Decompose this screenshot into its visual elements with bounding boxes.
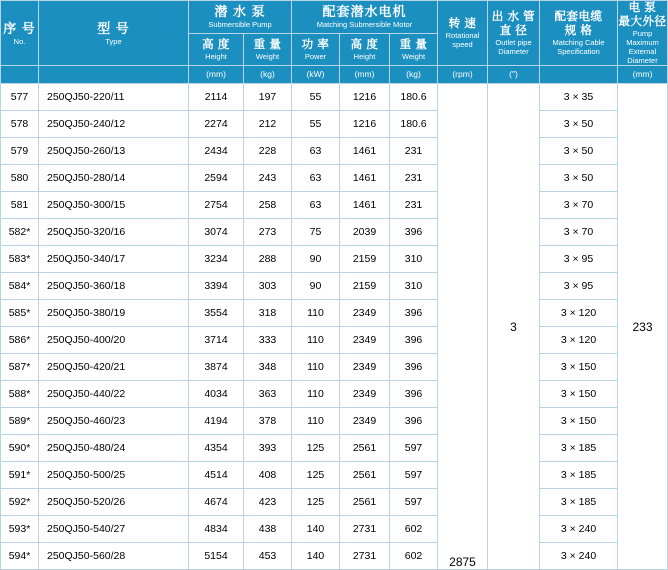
cell-motor-weight: 396 [390, 408, 438, 435]
cell-motor-power: 63 [292, 138, 340, 165]
cell-motor-power: 110 [292, 354, 340, 381]
cell-pump-weight: 258 [244, 192, 292, 219]
cell-pump-weight: 408 [244, 462, 292, 489]
table-row [1, 327, 668, 354]
cell-motor-weight: 396 [390, 327, 438, 354]
cell-pump-height: 4194 [189, 408, 244, 435]
cell-cable-spec: 3 × 150 [540, 381, 618, 408]
cell-pump-height: 3394 [189, 273, 244, 300]
header-col-outlet-cn-2: 直 径 [499, 25, 528, 37]
cell-motor-weight: 180.6 [390, 111, 438, 138]
header-col-no [1, 1, 39, 66]
cell-motor-weight: 396 [390, 381, 438, 408]
cell-no: 580 [1, 165, 39, 192]
unit-motor-weight-text: (kg) [406, 69, 421, 79]
header-group-pump-en: Submersible Pump [208, 20, 272, 30]
cell-cable-spec: 3 × 35 [540, 84, 618, 111]
cell-motor-power: 125 [292, 435, 340, 462]
cell-motor-height: 1461 [340, 138, 390, 165]
cell-pump-weight: 393 [244, 435, 292, 462]
header-col-cable [540, 1, 618, 66]
unit-motor-weight [390, 66, 438, 84]
cell-motor-power: 55 [292, 111, 340, 138]
header-motor-height-en: Height [353, 51, 376, 61]
cell-no: 581 [1, 192, 39, 219]
table-row [1, 543, 668, 570]
table-row [1, 381, 668, 408]
header-col-type [39, 1, 189, 66]
unit-motor-power-text: (kW) [306, 69, 325, 79]
cell-rotational-speed: 2875 [438, 84, 488, 570]
header-motor-height-cn: 高 度 [350, 38, 379, 51]
cell-pump-weight: 243 [244, 165, 292, 192]
cell-motor-power: 75 [292, 219, 340, 246]
cell-external-diameter: 233 [618, 84, 668, 570]
cell-motor-power: 90 [292, 246, 340, 273]
cell-motor-weight: 231 [390, 192, 438, 219]
cell-pump-weight: 348 [244, 354, 292, 381]
cell-pump-height: 4034 [189, 381, 244, 408]
cell-pump-weight: 453 [244, 543, 292, 570]
unit-col-cable [540, 66, 618, 84]
cell-type: 250QJ50-500/25 [39, 462, 189, 489]
cell-motor-weight: 180.6 [390, 84, 438, 111]
cell-motor-height: 2159 [340, 246, 390, 273]
unit-col-outlet-text: (") [509, 69, 518, 79]
cell-motor-power: 55 [292, 84, 340, 111]
header-col-extdia-cn-2: 最大外径 [618, 16, 667, 28]
header-col-cable-cn-2: 规 格 [564, 25, 593, 37]
unit-col-extdia [618, 66, 668, 84]
header-col-extdia-cn-1: 电 泵 [628, 2, 657, 14]
cell-type: 250QJ50-420/21 [39, 354, 189, 381]
cell-no: 587* [1, 354, 39, 381]
table-row [1, 462, 668, 489]
table-row [1, 354, 668, 381]
cell-motor-height: 2349 [340, 408, 390, 435]
header-pump-height-cn: 高 度 [202, 38, 230, 51]
cell-motor-height: 1461 [340, 192, 390, 219]
unit-col-speed [438, 66, 488, 84]
header-motor-power-en: Power [304, 51, 327, 61]
cell-cable-spec: 3 × 240 [540, 543, 618, 570]
cell-no: 578 [1, 111, 39, 138]
cell-pump-height: 3874 [189, 354, 244, 381]
cell-no: 579 [1, 138, 39, 165]
cell-type: 250QJ50-460/23 [39, 408, 189, 435]
cell-motor-height: 1216 [340, 84, 390, 111]
cell-type: 250QJ50-380/19 [39, 300, 189, 327]
header-pump-height-en: Height [205, 51, 227, 61]
table-row [1, 489, 668, 516]
table-row [1, 165, 668, 192]
cell-pump-height: 3714 [189, 327, 244, 354]
header-motor-weight-cn: 重 量 [399, 38, 428, 51]
header-group-pump [189, 1, 292, 34]
cell-motor-power: 110 [292, 300, 340, 327]
cell-pump-height: 4354 [189, 435, 244, 462]
cell-motor-height: 2731 [340, 543, 390, 570]
cell-cable-spec: 3 × 185 [540, 462, 618, 489]
cell-cable-spec: 3 × 70 [540, 219, 618, 246]
cell-motor-weight: 602 [390, 516, 438, 543]
cell-motor-power: 110 [292, 327, 340, 354]
table-row [1, 273, 668, 300]
cell-no: 591* [1, 462, 39, 489]
cell-no: 590* [1, 435, 39, 462]
cell-pump-weight: 303 [244, 273, 292, 300]
cell-pump-height: 4674 [189, 489, 244, 516]
cell-motor-weight: 602 [390, 543, 438, 570]
table-row [1, 138, 668, 165]
header-col-outlet-cn-1: 出 水 管 [491, 11, 536, 23]
cell-motor-weight: 396 [390, 354, 438, 381]
header-pump-weight-en: Weight [255, 51, 280, 61]
cell-motor-weight: 396 [390, 219, 438, 246]
unit-col-type [39, 66, 189, 84]
cell-motor-power: 140 [292, 516, 340, 543]
cell-type: 250QJ50-240/12 [39, 111, 189, 138]
header-col-no-cn: 序 号 [3, 20, 36, 36]
header-motor-power-cn: 功 率 [301, 38, 330, 51]
cell-pump-weight: 273 [244, 219, 292, 246]
unit-pump-weight [244, 66, 292, 84]
cell-pump-weight: 228 [244, 138, 292, 165]
header-col-type-en: Type [105, 36, 122, 46]
header-group-motor [292, 1, 438, 34]
cell-no: 577 [1, 84, 39, 111]
cell-no: 592* [1, 489, 39, 516]
header-pump-height [189, 33, 244, 66]
header-col-speed [438, 1, 488, 66]
cell-motor-power: 140 [292, 543, 340, 570]
cell-motor-power: 63 [292, 192, 340, 219]
cell-no: 593* [1, 516, 39, 543]
cell-motor-weight: 231 [390, 138, 438, 165]
header-col-cable-en: Matching Cable Specification [552, 38, 605, 56]
header-col-no-en: No. [13, 36, 26, 46]
cell-outlet-diameter: 3 [488, 84, 540, 570]
header-col-extdia-en: Pump Maximum External Diameter [626, 29, 659, 65]
cell-pump-height: 2114 [189, 84, 244, 111]
table-row [1, 111, 668, 138]
cell-pump-weight: 197 [244, 84, 292, 111]
cell-pump-height: 2594 [189, 165, 244, 192]
header-row-units [1, 66, 668, 84]
cell-pump-weight: 212 [244, 111, 292, 138]
header-motor-height [340, 33, 390, 66]
cell-cable-spec: 3 × 50 [540, 165, 618, 192]
header-group-motor-en: Matching Submersible Motor [316, 20, 413, 30]
cell-pump-height: 5154 [189, 543, 244, 570]
cell-pump-height: 4834 [189, 516, 244, 543]
cell-cable-spec: 3 × 240 [540, 516, 618, 543]
header-pump-weight-cn: 重 量 [253, 38, 282, 51]
header-col-type-cn: 型 号 [97, 20, 130, 36]
cell-pump-height: 3234 [189, 246, 244, 273]
cell-no: 585* [1, 300, 39, 327]
cell-type: 250QJ50-480/24 [39, 435, 189, 462]
cell-pump-height: 2274 [189, 111, 244, 138]
cell-type: 250QJ50-320/16 [39, 219, 189, 246]
header-col-outlet [488, 1, 540, 66]
cell-type: 250QJ50-360/18 [39, 273, 189, 300]
unit-pump-height-text: (mm) [206, 69, 226, 79]
unit-col-speed-text: (rpm) [452, 69, 473, 79]
cell-motor-weight: 597 [390, 462, 438, 489]
table-row [1, 84, 668, 111]
table-body [1, 84, 668, 570]
cell-pump-weight: 288 [244, 246, 292, 273]
cell-type: 250QJ50-540/27 [39, 516, 189, 543]
cell-pump-height: 3554 [189, 300, 244, 327]
cell-motor-weight: 396 [390, 300, 438, 327]
cell-motor-power: 110 [292, 408, 340, 435]
cell-type: 250QJ50-300/15 [39, 192, 189, 219]
header-col-outlet-en: Outlet pipe Diameter [495, 38, 532, 56]
cell-no: 589* [1, 408, 39, 435]
cell-cable-spec: 3 × 95 [540, 246, 618, 273]
cell-type: 250QJ50-260/13 [39, 138, 189, 165]
table-row [1, 219, 668, 246]
cell-motor-power: 125 [292, 462, 340, 489]
cell-no: 594* [1, 543, 39, 570]
cell-no: 586* [1, 327, 39, 354]
cell-motor-height: 2349 [340, 327, 390, 354]
cell-motor-weight: 597 [390, 489, 438, 516]
table-row [1, 246, 668, 273]
table-row [1, 192, 668, 219]
cell-type: 250QJ50-560/28 [39, 543, 189, 570]
unit-pump-height [189, 66, 244, 84]
header-group-pump-cn: 潜 水 泵 [214, 4, 266, 20]
header-group-motor-cn: 配套潜水电机 [322, 4, 407, 20]
cell-pump-weight: 363 [244, 381, 292, 408]
cell-motor-weight: 310 [390, 246, 438, 273]
cell-motor-power: 125 [292, 489, 340, 516]
cell-motor-height: 2561 [340, 462, 390, 489]
header-pump-weight [244, 33, 292, 66]
cell-motor-power: 110 [292, 381, 340, 408]
cell-cable-spec: 3 × 185 [540, 489, 618, 516]
unit-motor-power [292, 66, 340, 84]
unit-col-no [1, 66, 39, 84]
cell-cable-spec: 3 × 70 [540, 192, 618, 219]
unit-motor-height-text: (mm) [354, 69, 375, 79]
cell-pump-weight: 378 [244, 408, 292, 435]
cell-motor-height: 2731 [340, 516, 390, 543]
table-header [1, 1, 668, 84]
table-row [1, 516, 668, 543]
cell-pump-weight: 438 [244, 516, 292, 543]
cell-motor-power: 90 [292, 273, 340, 300]
cell-type: 250QJ50-400/20 [39, 327, 189, 354]
cell-motor-height: 1216 [340, 111, 390, 138]
cell-motor-height: 1461 [340, 165, 390, 192]
table-row [1, 300, 668, 327]
header-motor-power [292, 33, 340, 66]
cell-motor-height: 2349 [340, 300, 390, 327]
cell-pump-weight: 318 [244, 300, 292, 327]
cell-cable-spec: 3 × 95 [540, 273, 618, 300]
cell-motor-height: 2561 [340, 489, 390, 516]
header-col-speed-cn: 转 速 [448, 18, 477, 30]
header-col-speed-en: Rotational speed [445, 31, 480, 49]
cell-cable-spec: 3 × 120 [540, 327, 618, 354]
cell-motor-weight: 597 [390, 435, 438, 462]
table-row [1, 435, 668, 462]
cell-cable-spec: 3 × 50 [540, 138, 618, 165]
cell-cable-spec: 3 × 150 [540, 354, 618, 381]
cell-pump-weight: 333 [244, 327, 292, 354]
unit-motor-height [340, 66, 390, 84]
cell-type: 250QJ50-340/17 [39, 246, 189, 273]
cell-no: 583* [1, 246, 39, 273]
cell-pump-weight: 423 [244, 489, 292, 516]
cell-motor-height: 2039 [340, 219, 390, 246]
cell-no: 584* [1, 273, 39, 300]
cell-motor-height: 2349 [340, 381, 390, 408]
cell-type: 250QJ50-520/26 [39, 489, 189, 516]
unit-col-outlet [488, 66, 540, 84]
cell-no: 588* [1, 381, 39, 408]
cell-motor-height: 2159 [340, 273, 390, 300]
cell-motor-power: 63 [292, 165, 340, 192]
cell-motor-height: 2561 [340, 435, 390, 462]
cell-cable-spec: 3 × 150 [540, 408, 618, 435]
cell-pump-height: 4514 [189, 462, 244, 489]
table-row [1, 408, 668, 435]
cell-motor-weight: 310 [390, 273, 438, 300]
header-col-cable-cn-1: 配套电缆 [554, 11, 603, 23]
header-row-group [1, 1, 668, 34]
cell-pump-height: 2754 [189, 192, 244, 219]
header-motor-weight-en: Weight [401, 51, 426, 61]
cell-motor-weight: 231 [390, 165, 438, 192]
cell-cable-spec: 3 × 185 [540, 435, 618, 462]
cell-pump-height: 2434 [189, 138, 244, 165]
cell-cable-spec: 3 × 50 [540, 111, 618, 138]
cell-pump-height: 3074 [189, 219, 244, 246]
cell-motor-height: 2349 [340, 354, 390, 381]
cell-type: 250QJ50-220/11 [39, 84, 189, 111]
cell-type: 250QJ50-280/14 [39, 165, 189, 192]
cell-cable-spec: 3 × 120 [540, 300, 618, 327]
header-motor-weight [390, 33, 438, 66]
unit-col-extdia-text: (mm) [632, 69, 653, 79]
header-col-extdia [618, 1, 668, 66]
cell-no: 582* [1, 219, 39, 246]
cell-type: 250QJ50-440/22 [39, 381, 189, 408]
unit-pump-weight-text: (kg) [260, 69, 275, 79]
